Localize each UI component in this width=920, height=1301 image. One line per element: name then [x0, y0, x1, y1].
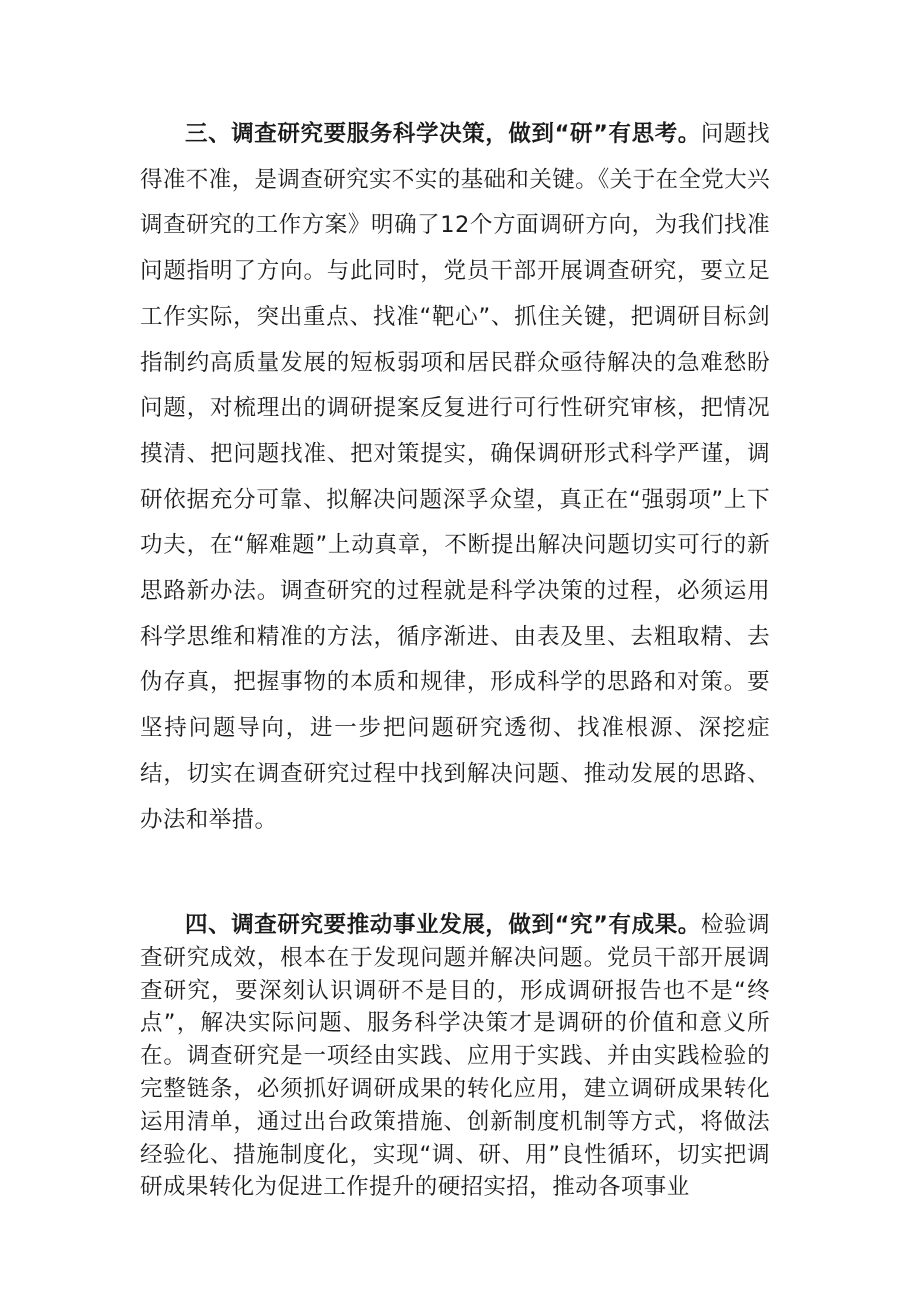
section-4-body: 检验调查研究成效，根本在于发现问题并解决问题。党员干部开展调查研究，要深刻认识调研不是目的，形成调研报告也不是“终点”，解决实际问题、服务科学决策才是调研的价值和意义所在。调查研究是一项经由实践、应用于实践、并由实践检验的完整链条，必须抓好调研成果的转化应用，建立调研成果转化运用清单，通过出台政策措施、创新制度机制等方式，将做法经验化、措施制度化，实现“调、研、用”良性循环，切实把调研成果转化为促进工作提升的硬招实招，推动各项事业: [140, 912, 770, 1201]
paragraph-section-3: [140, 112, 770, 843]
section-4-heading: 四、调查研究要推动事业发展，做到“究”有成果。: [185, 912, 701, 938]
paragraph-section-4: [140, 909, 770, 1204]
section-3-heading: 三、调查研究要服务科学决策，做到“研”有思考。: [185, 121, 701, 147]
section-3-body: 问题找得准不准，是调查研究实不实的基础和关键。《关于在全党大兴调查研究的工作方案》明确了12个方面调研方向，为我们找准问题指明了方向。与此同时，党员干部开展调查研究，要立足工作实际，突出重点、找准“靶心”、抓住关键，把调研目标剑指制约高质量发展的短板弱项和居民群众亟待解决的急难愁盼问题，对梳理出的调研提案反复进行可行性研究审核，把情况摸清、把问题找准、把对策提实，确保调研形式科学严谨，调研依据充分可靠、拟解决问题深孚众望，真正在“强弱项”上下功夫，在“解难题”上动真章，不断提出解决问题切实可行的新思路新办法。调查研究的过程就是科学决策的过程，必须运用科学思维和精准的方法，循序渐进、由表及里、去粗取精、去伪存真，把握事物的本质和规律，形成科学的思路和对策。要坚持问题导向，进一步把问题研究透彻、找准根源、深挖症结，切实在调查研究过程中找到解决问题、推动发展的思路、办法和举措。: [140, 121, 770, 833]
